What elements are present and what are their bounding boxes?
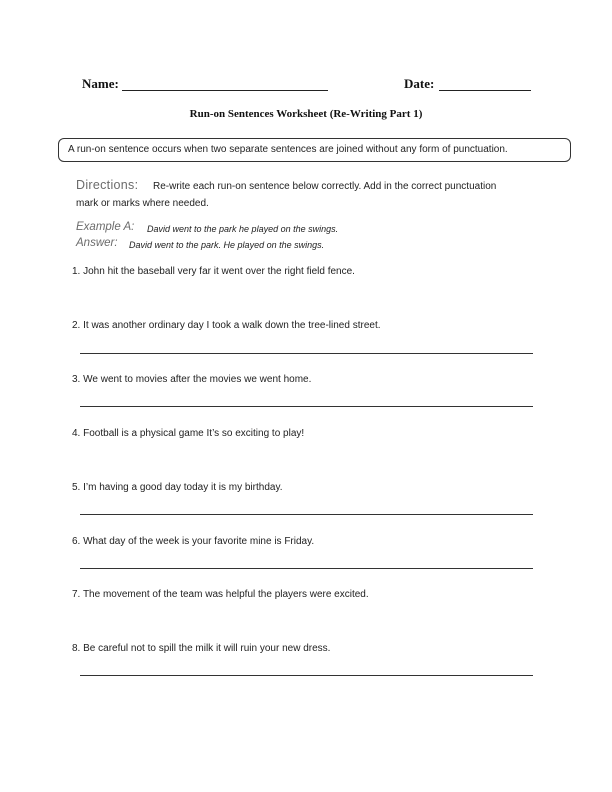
question-5: 5. I’m having a good day today it is my birthday. <box>72 482 283 493</box>
question-3: 3. We went to movies after the movies we went home. <box>72 374 312 385</box>
answer-text: David went to the park. He played on the swings. <box>129 240 325 250</box>
answer-line-2[interactable] <box>80 353 533 354</box>
question-2: 2. It was another ordinary day I took a walk down the tree-lined street. <box>72 320 381 331</box>
answer-line-6[interactable] <box>80 568 533 569</box>
question-1: 1. John hit the baseball very far it went over the right field fence. <box>72 266 355 277</box>
definition-box: A run-on sentence occurs when two separate sentences are joined without any form of punctuation. <box>58 138 571 162</box>
directions-text-line1: Re-write each run-on sentence below correctly. Add in the correct punctuation <box>153 181 497 192</box>
question-7: 7. The movement of the team was helpful the players were excited. <box>72 589 369 600</box>
name-field[interactable] <box>122 90 328 91</box>
date-field[interactable] <box>439 90 531 91</box>
name-label: Name: <box>82 76 119 91</box>
question-6: 6. What day of the week is your favorite mine is Friday. <box>72 536 315 547</box>
directions-label: Directions: <box>76 178 139 192</box>
answer-line-3[interactable] <box>80 406 533 407</box>
date-label: Date: <box>404 76 435 91</box>
directions-text-line2: mark or marks where needed. <box>76 198 209 209</box>
question-4: 4. Football is a physical game It’s so exciting to play! <box>72 428 305 439</box>
example-text: David went to the park he played on the swings. <box>147 224 339 234</box>
answer-line-8[interactable] <box>80 675 533 676</box>
answer-line-5[interactable] <box>80 514 533 515</box>
question-8: 8. Be careful not to spill the milk it will ruin your new dress. <box>72 643 331 654</box>
worksheet-title: Run-on Sentences Worksheet (Re-Writing Part 1) <box>189 108 423 120</box>
example-label: Example A: <box>76 221 135 233</box>
answer-label: Answer: <box>76 237 118 249</box>
